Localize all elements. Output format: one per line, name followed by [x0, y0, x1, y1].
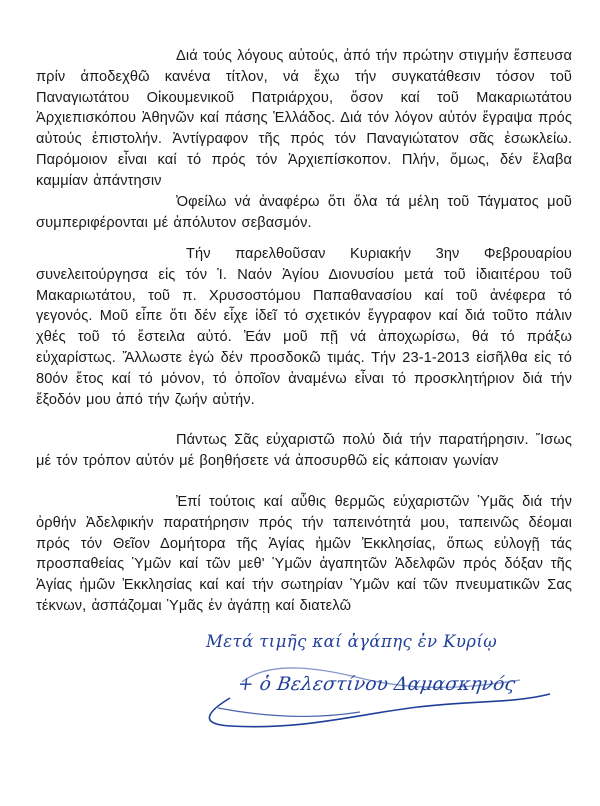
paragraph-thanks: Πάντως Σᾶς εὐχαριστῶ πολύ διά τήν παρατήρησιν. Ἴσως μέ τόν τρόπον αὐτόν μέ βοηθήσετε νά ἀποσυρθῶ εἰς κάποιαν γωνίαν	[36, 432, 572, 469]
paragraph-consent: Διά τούς λόγους αὐτούς, ἀπό τήν πρώτην στιγμήν ἔσπευσα πρίν ἀποδεχθῶ κανένα τίτλον, νά ἔχω τήν συγκατάθεσιν τόσον τοῦ Παναγιωτάτου Οἰκουμενικοῦ Πατριάρχου, ὅσον καί τοῦ Μακαριωτάτου Ἀρχιεπισκόπου Ἀθηνῶν καί πάσης Ἑλλάδος. Διά τόν λόγον αὐτόν ἔγραψα πρός αὐτούς ἐπιστολήν. Ἀντίγραφον τῆς πρός τόν Παναγιώτατον σᾶς ἐσωκλείω. Παρόμοιον εἶναι καί τό πρός τόν Ἀρχιεπίσκοπον. Πλήν, ὅμως, δέν ἔλαβα καμμίαν ἀπάντησιν	[36, 48, 572, 189]
handwritten-signature	[190, 620, 580, 730]
signature-name: + ὁ Βελεστίνου Δαμασκηνός	[236, 674, 517, 695]
paragraph-respect: Ὀφείλω νά ἀναφέρω ὅτι ὅλα τά μέλη τοῦ Τάγματος μοῦ συμπεριφέρονται μέ ἀπόλυτον σεβασμόν.	[36, 194, 572, 231]
paragraph-liturgy: Τήν παρελθοῦσαν Κυριακήν 3ην Φεβρουαρίου συνελειτούργησα εἰς τόν Ἱ. Ναόν Ἁγίου Διονυσίου μετά τοῦ ἰδιαιτέρου τοῦ Μακαριωτάτου, τοῦ π. Χρυσοστόμου Παπαθανασίου καί τοῦ ἀνέφερα τό γεγονός. Μοῦ εἶπε ὅτι δέν εἶχε ἰδεῖ τό σχετικόν ἔγγραφον καί διά τοῦτο πάλιν χθές τοῦ τό ἔστειλα αὐτό. Ἐάν μοῦ πῇ νά ἀποχωρίσω, θά τό πράξω εὐχαρίστως. Ἄλλωστε ἐγώ δέν προσδοκῶ τιμάς. Τήν 23-1-2013 εἰσῆλθα εἰς τό 80όν ἔτος καί τό μόνον, τό ὁποῖον ἀναμένω εἶναι τό προσκλητήριον διά τήν ἔξοδόν μου ἀπό τήν ζωήν αὐτήν.	[36, 246, 572, 408]
signature-greeting: Μετά τιμῆς καί ἀγάπης ἐν Κυρίῳ	[206, 632, 498, 651]
paragraph-closing: Ἐπί τούτοις καί αὖθις θερμῶς εὐχαριστῶν Ὑμᾶς διά τήν ὀρθήν Ἀδελφικήν παρατήρησιν πρός τήν ταπεινότητά μου, ταπεινῶς δέομαι πρός τόν Θεῖον Δομήτορα τῆς Ἁγίας ἡμῶν Ἐκκλησίας, ὅπως εὐλογῇ τάς προσπαθείας Ὑμῶν καί τῶν μεθ' Ὑμῶν ἀγαπητῶν Ἀδελφῶν πρός δόξαν τῆς Ἁγίας ἡμῶν Ἐκκλησίας καί καί τήν σωτηρίαν Ὑμῶν καί τῶν πνευματικῶν Σας τέκνων, ἀσπάζομαι Ὑμᾶς ἐν ἀγάπῃ καί διατελῶ	[36, 494, 572, 614]
